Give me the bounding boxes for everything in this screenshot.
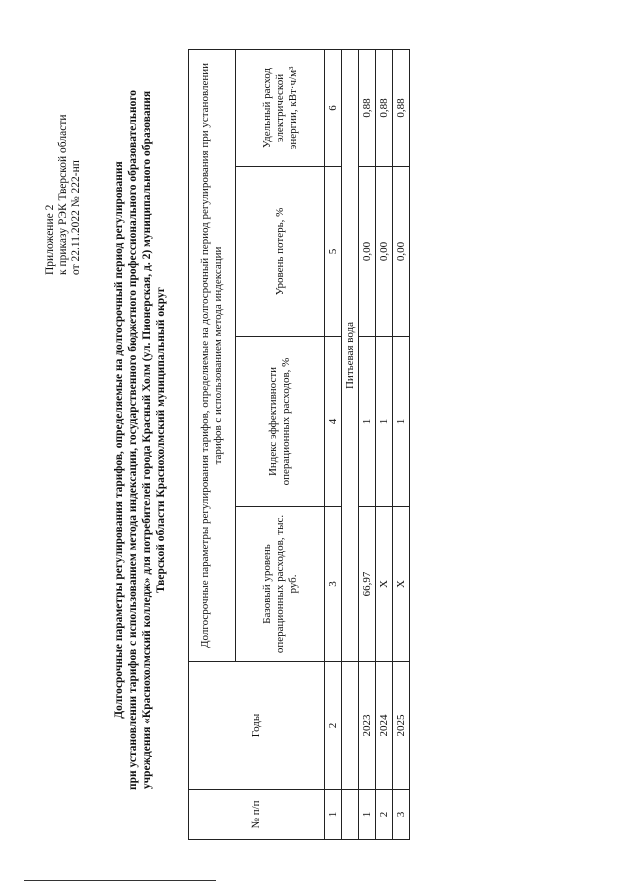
row-efficiency-index: 1 [376, 337, 393, 507]
row-energy-rate: 0,88 [393, 49, 410, 166]
column-numbers-row [325, 49, 342, 839]
header-group: Долгосрочные параметры регулирования тарифов, определяемые на долгосрочный период регулирования при установлении тарифов с использованием метода индексации [189, 49, 236, 661]
row-year: 2025 [393, 662, 410, 790]
tariff-parameters-table [188, 49, 410, 840]
row-no: 2 [376, 790, 393, 840]
header-loss-level: Уровень потерь, % [236, 167, 325, 337]
column-number: 3 [325, 507, 342, 662]
row-base-level: Х [376, 507, 393, 662]
annex-line-1: Приложение 2 [44, 204, 56, 275]
row-energy-rate: 0,88 [359, 49, 376, 166]
table-row [376, 49, 393, 839]
column-number: 2 [325, 662, 342, 790]
row-loss-level: 0,00 [359, 167, 376, 337]
title-line-2: при установлении тарифов с использованием метода индексации, государственного бюджетного профессионального образовательного [127, 89, 139, 791]
footer-divider [24, 880, 216, 881]
column-number: 5 [325, 167, 342, 337]
document-title [112, 50, 168, 830]
header-no: № п/п [189, 790, 325, 840]
header-efficiency-index: Индекс эффективности операционных расходов, % [236, 337, 325, 507]
annex-line-3: от 22.11.2022 № 222-нп [70, 160, 82, 275]
row-year: 2023 [359, 662, 376, 790]
header-base-level: Базовый уровень операционных расходов, тыс. руб. [236, 507, 325, 662]
row-no: 3 [393, 790, 410, 840]
header-energy-rate: Удельный расход электрической энергии, кВт·ч/м³ [236, 49, 325, 166]
title-line-3: учреждения «Краснохолмский колледж» для потребителей города Красный Холм (ул. Пионерская, д. 2) муниципального образования [141, 90, 153, 790]
section-row [342, 49, 359, 839]
document-page [20, 10, 620, 870]
row-efficiency-index: 1 [393, 337, 410, 507]
column-number: 6 [325, 49, 342, 166]
row-base-level: 66,97 [359, 507, 376, 662]
row-loss-level: 0,00 [393, 167, 410, 337]
section-title: Питьевая вода [342, 49, 359, 661]
title-line-4: Тверской области Краснохолмский муниципальный округ [155, 287, 167, 593]
column-number: 1 [325, 790, 342, 840]
column-number: 4 [325, 337, 342, 507]
table-row [393, 49, 410, 839]
row-no: 1 [359, 790, 376, 840]
annex-line-2: к приказу РЭК Тверской области [57, 114, 69, 275]
header-years: Годы [189, 662, 325, 790]
row-efficiency-index: 1 [359, 337, 376, 507]
title-line-1: Долгосрочные параметры регулирования тарифов, определяемые на долгосрочный период регулирования [113, 161, 125, 719]
row-year: 2024 [376, 662, 393, 790]
table-row [359, 49, 376, 839]
row-loss-level: 0,00 [376, 167, 393, 337]
row-base-level: Х [393, 507, 410, 662]
row-energy-rate: 0,88 [376, 49, 393, 166]
annex-header [44, 45, 83, 275]
